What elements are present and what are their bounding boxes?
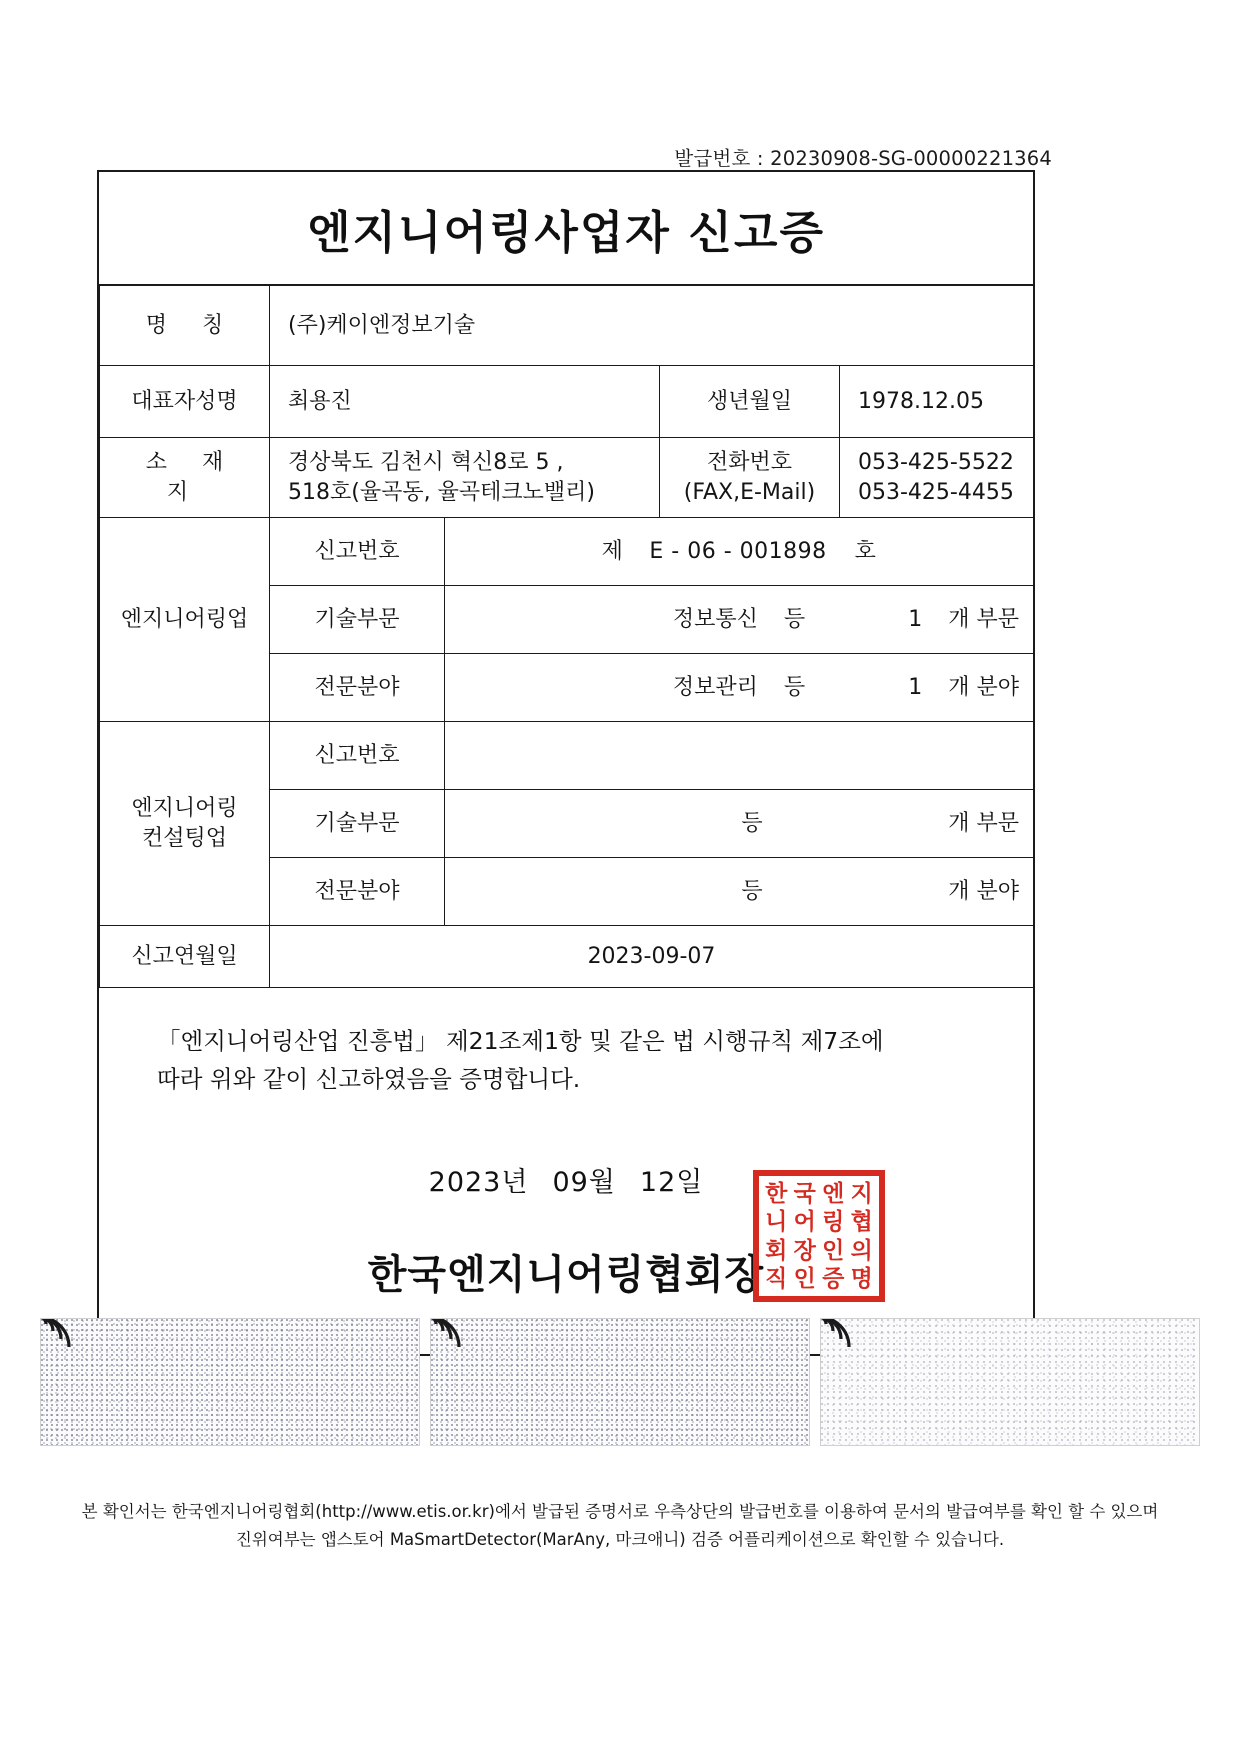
seal-char: 회 (765, 1236, 788, 1264)
label-consulting-section (100, 722, 270, 926)
certificate-table (99, 285, 1034, 988)
regno-number: E - 06 - 001898 (649, 538, 827, 564)
seal-character-grid (759, 1176, 879, 1296)
seal-char: 의 (850, 1236, 873, 1264)
security-watermark-strips (40, 1318, 1200, 1446)
engineering-tech-etc: 등 (783, 606, 806, 632)
address-line-2: 518호(율곡동, 율곡테크노밸리) (288, 479, 595, 505)
footer-line-1: 본 확인서는 한국엔지니어링협회(http://www.etis.or.kr)에서 발급된 증명서로 우측상단의 발급번호를 이용하여 문서의 발급여부를 확인 할 수 있으며 (81, 1502, 1159, 1521)
statement-line-1: 「엔지니어링산업 진흥법」 제21조제1항 및 같은 법 시행규칙 제7조에 (157, 1027, 884, 1055)
seal-char: 한 (765, 1179, 788, 1207)
title-band (99, 172, 1033, 285)
certificate-frame (97, 170, 1035, 1356)
label-engineering-tech: 기술부문 (270, 586, 445, 654)
signature-month: 09월 (552, 1167, 616, 1199)
value-consulting-spec (445, 858, 1034, 926)
engineering-tech-unit: 개 부문 (948, 606, 1019, 632)
regno-suffix: 호 (854, 538, 877, 564)
seal-char: 국 (793, 1179, 816, 1207)
engineering-spec-name: 정보관리 (672, 674, 758, 700)
engineering-spec-etc: 등 (783, 674, 806, 700)
seal-char: 인 (822, 1236, 845, 1264)
regno-prefix: 제 (601, 538, 624, 564)
seal-char: 어 (793, 1208, 816, 1236)
value-declaration-date: 2023-09-07 (270, 926, 1034, 988)
value-phone-fax (840, 438, 1034, 518)
label-address: 소 재 지 (100, 438, 270, 518)
legal-statement (99, 988, 1033, 1108)
value-phone: 053-425-5522 (858, 449, 1014, 475)
label-engineering-regno: 신고번호 (270, 518, 445, 586)
seal-char: 엔 (822, 1179, 845, 1207)
table-row-address (100, 438, 1034, 518)
consulting-spec-etc: 등 (741, 878, 763, 904)
label-engineering-spec: 전문분야 (270, 654, 445, 722)
value-fax: 053-425-4455 (858, 479, 1014, 505)
watermark-wave-icon (40, 1318, 83, 1361)
consulting-tech-unit: 개 부문 (948, 810, 1019, 836)
security-strip (40, 1318, 420, 1446)
signature-date (99, 1160, 1033, 1199)
engineering-tech-count: 1 (908, 606, 923, 632)
value-engineering-spec (445, 654, 1034, 722)
engineering-spec-unit: 개 분야 (948, 674, 1019, 700)
label-birthdate: 생년월일 (660, 366, 840, 438)
label-phone-line-2: (FAX,E-Mail) (683, 479, 816, 505)
seal-char: 지 (850, 1179, 873, 1207)
seal-char: 직 (765, 1265, 788, 1293)
issue-number: 발급번호 : 20230908-SG-00000221364 (674, 147, 1052, 170)
address-line-1: 경상북도 김천시 혁신8로 5 , (288, 449, 564, 475)
seal-char: 장 (793, 1236, 816, 1264)
table-row-consulting-regno (100, 722, 1034, 790)
watermark-wave-icon (430, 1318, 473, 1361)
verification-footer (0, 1498, 1240, 1555)
label-consulting-line-1: 엔지니어링 (131, 795, 238, 821)
label-company-name: 명 칭 (100, 286, 270, 366)
consulting-spec-unit: 개 분야 (948, 878, 1019, 904)
issuer-name: 한국엔지니어링협회장 (367, 1252, 765, 1299)
table-row-representative (100, 366, 1034, 438)
signature-day: 12일 (639, 1167, 704, 1199)
seal-char: 링 (822, 1208, 845, 1236)
seal-char: 명 (850, 1265, 873, 1293)
table-row-declaration-date (100, 926, 1034, 988)
footer-line-2: 진위여부는 앱스토어 MaSmartDetector(MarAny, 마크애니) 검증 어플리케이션으로 확인할 수 있습니다. (235, 1530, 1005, 1550)
statement-line-2: 따라 위와 같이 신고하였음을 증명합니다. (157, 1065, 581, 1094)
value-address (270, 438, 660, 518)
value-engineering-tech (445, 586, 1034, 654)
value-engineering-regno (445, 518, 1034, 586)
seal-char: 인 (793, 1265, 816, 1293)
label-declaration-date: 신고연월일 (100, 926, 270, 988)
label-consulting-spec: 전문분야 (270, 858, 445, 926)
label-phone (660, 438, 840, 518)
security-strip (820, 1318, 1200, 1446)
label-consulting-line-2: 컨설팅업 (141, 825, 227, 851)
value-company-name: (주)케이엔정보기술 (270, 286, 1034, 366)
official-seal-stamp (753, 1170, 885, 1302)
page-title: 엔지니어링사업자 신고증 (307, 205, 825, 259)
label-phone-line-1: 전화번호 (706, 449, 792, 475)
label-consulting-tech: 기술부문 (270, 790, 445, 858)
seal-char: 니 (765, 1208, 788, 1236)
watermark-wave-icon (820, 1318, 863, 1361)
signature-year: 2023년 (428, 1167, 529, 1199)
value-consulting-regno (445, 722, 1034, 790)
value-representative: 최용진 (270, 366, 660, 438)
value-consulting-tech (445, 790, 1034, 858)
engineering-tech-name: 정보통신 (672, 606, 758, 632)
label-representative: 대표자성명 (100, 366, 270, 438)
value-birthdate: 1978.12.05 (840, 366, 1034, 438)
table-row-name (100, 286, 1034, 366)
table-row-engineering-regno (100, 518, 1034, 586)
seal-char: 협 (850, 1208, 873, 1236)
engineering-spec-count: 1 (908, 674, 923, 700)
security-strip (430, 1318, 810, 1446)
consulting-tech-etc: 등 (741, 810, 763, 836)
label-consulting-regno: 신고번호 (270, 722, 445, 790)
seal-char: 증 (822, 1265, 845, 1293)
label-engineering-section: 엔지니어링업 (100, 518, 270, 722)
